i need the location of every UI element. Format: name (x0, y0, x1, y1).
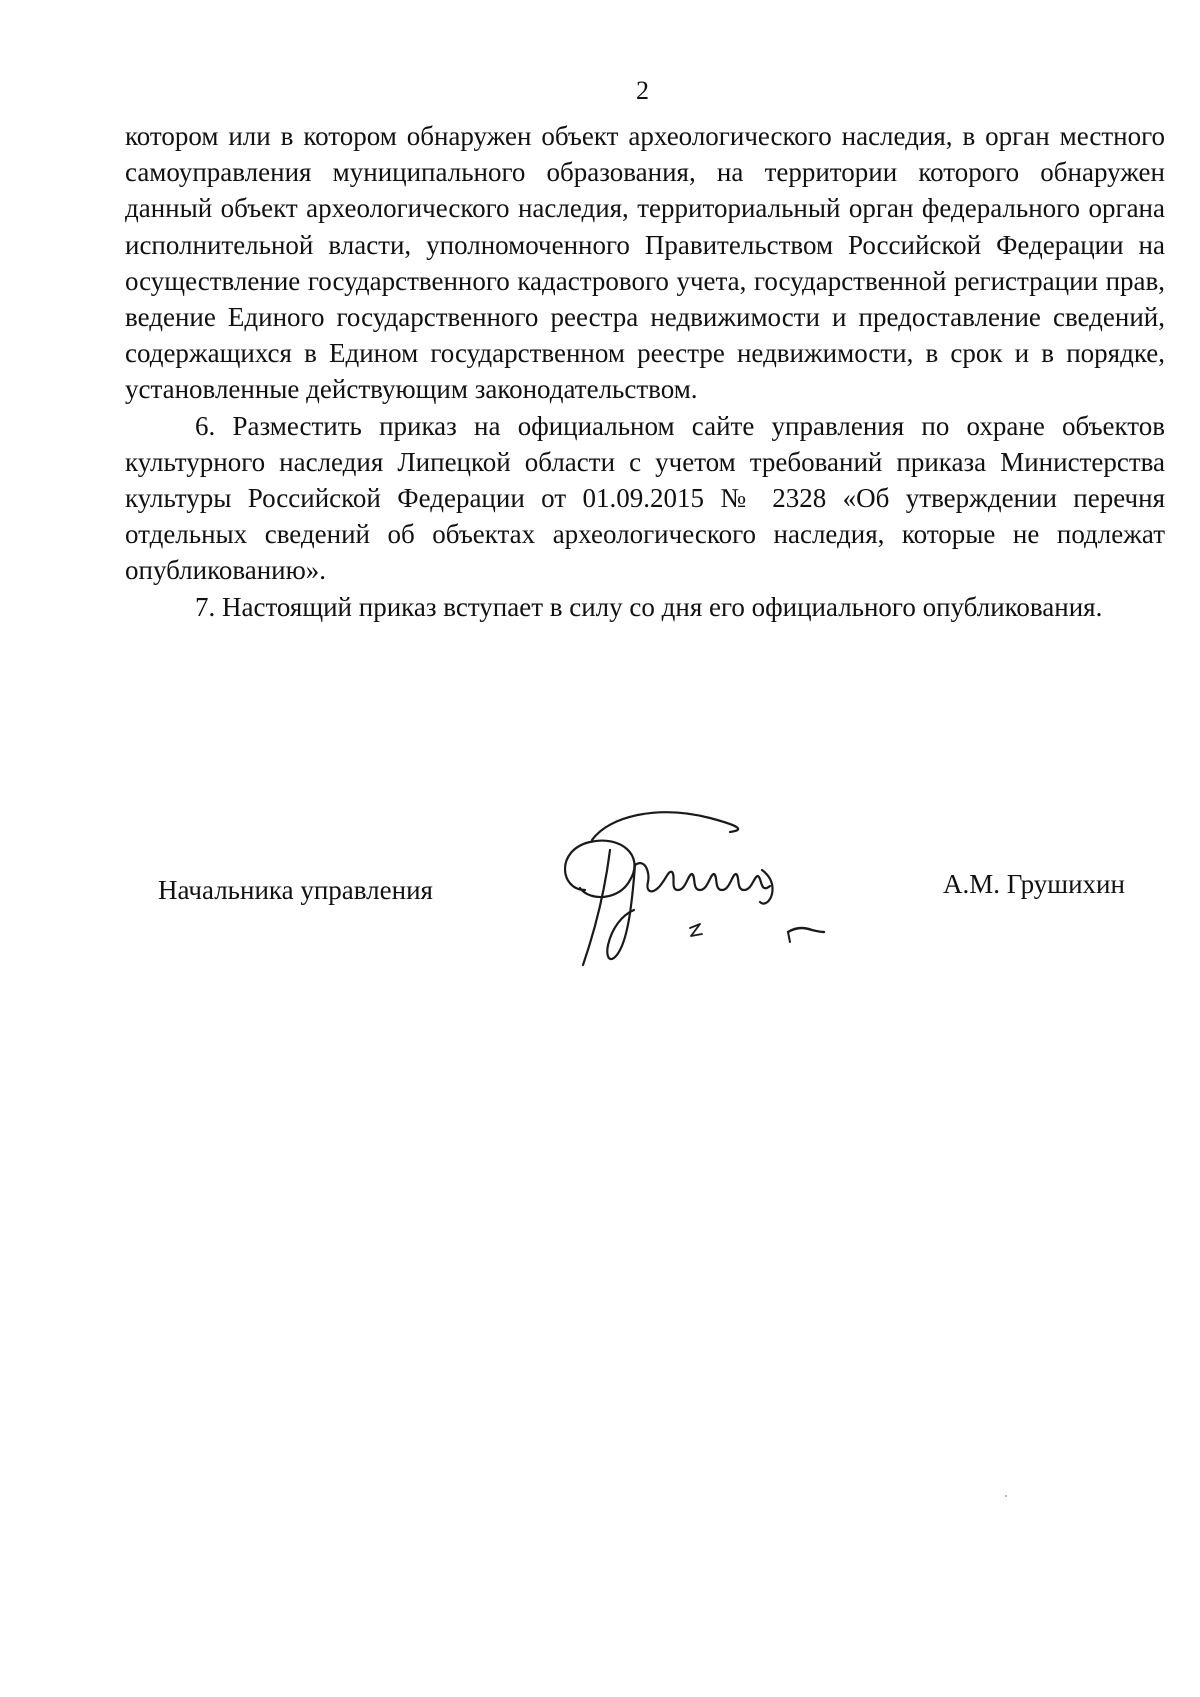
signatory-position: Начальника управления (158, 875, 433, 905)
paragraph-item-7: 7. Настоящий приказ вступает в силу со дня его официального опубликования. (195, 591, 1103, 622)
handwritten-signature-icon (550, 810, 900, 980)
document-body (125, 118, 1165, 625)
scan-speck (1005, 1495, 1007, 1497)
signatory-name: А.М. Грушихин (943, 869, 1125, 899)
paragraph-item-6: 6. Разместить приказ на официальном сайте управления по охране объектов культурного наследия Липецкой области с учетом требований приказа Министерства культуры Российской Федерации от 01.09.2015 № 2328 «Об утверждении перечня отдельных сведений об объектах археологического наследия, которые не подлежат опубликованию». (125, 410, 1165, 586)
page-number: 2 (636, 76, 649, 105)
paragraph-continuation: котором или в котором обнаружен объект археологического наследия, в орган местного самоуправления муниципального образования, на территории которого обнаружен данный объект археологического наследия, территориальный орган федерального органа исполнительной власти, уполномоченного Правительством Российской Федерации на осуществление государственного кадастрового учета, государственной регистрации прав, ведение Единого государственного реестра недвижимости и предоставление сведений, содержащихся в Едином государственном реестре недвижимости, в срок и в порядке, установленные действующим законодательством. (125, 121, 1165, 405)
